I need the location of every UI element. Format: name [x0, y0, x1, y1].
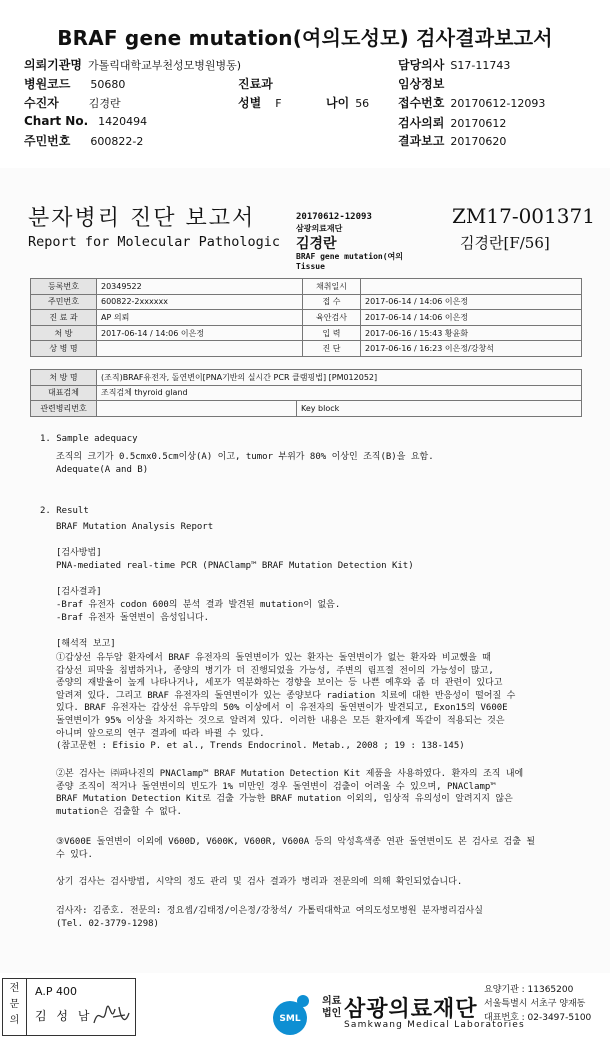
- header-sex: 성별 F: [238, 96, 282, 110]
- table-row: 처 방 명 (조직)BRAF유전자, 돌연변이[PNA기반의 실시간 PCR 클램핑법] [PM012052]: [31, 370, 582, 386]
- zm-number: ZM17-001371: [452, 204, 595, 228]
- label-test: BRAF gene mutation(여의 Tissue: [296, 252, 403, 271]
- result-heading: [검사결과]: [56, 587, 102, 597]
- lab-telephone: (Tel. 02-3779-1298): [56, 919, 159, 929]
- label-patient-name: 김경란: [296, 236, 337, 252]
- interpretation-heading: [해석적 보고]: [56, 639, 116, 649]
- header-resident-no: 주민번호 600822-2: [24, 134, 144, 148]
- section-1-title: 1. Sample adequacy: [40, 434, 138, 444]
- order-table: [30, 369, 582, 417]
- method-heading: [검사방법]: [56, 548, 102, 558]
- header-doctor: 담당의사 S17-11743: [398, 58, 511, 72]
- header-row-1: 의뢰기관명 가톨릭대학교부천성모병원병동): [24, 58, 242, 72]
- method-text: PNA-mediated real-time PCR (PNAClamp™ BRAF Mutation Detection Kit): [56, 561, 414, 571]
- interpretation-paragraph-1: ①갑상선 유두암 환자에서 BRAF 유전자의 돌연변이가 있는 환자는 돌연변이가 없는 환자와 비교했을 때 갑상선 피막을 침범하거나, 종양의 병기가 더 진행되었을 가능성, 주변의 림프절 전이의 가능성이 많고, 종양의 재발율이 높게 나타나거나, 세포가 역분화하는 경향을 보이는 등 나쁜 예후와 좀 더 관련이 있다고 알려져 있다. 그리고 BRAF 유전자의 돌연변이가 있는 종양보다 radiation 치료에 대한 반응성이 떨어질 수 있다. BRAF 유전자는 갑상선 유두암의 50% 이상에서 이 유전자의 돌연변이가 발견되고, Exon15의 V600E 돌연변이가 95% 이상을 차지하는 것으로 알려져 있다. 이러한 내용은 모든 환자에게 똑같이 적용되는 것은 아니며 앞으로의 연구 결과에 따라 바뀔 수 있다. (참고문헌 : Efisio P. et al., Trends Endocrinol. Metab., 2008 ; 19 : 138-145): [56, 653, 516, 752]
- table-row: 관련병리번호 Key block: [31, 401, 582, 417]
- section-1-line-2: Adequate(A and B): [56, 465, 149, 475]
- header-clinical-info: 임상정보: [398, 77, 445, 91]
- label-accession: 20170612-12093: [296, 212, 372, 222]
- lab-code: 요양기관 : 11365200: [484, 985, 574, 995]
- lab-name: 삼광의료재단: [344, 997, 478, 1022]
- result-line-1: -Braf 유전자 codon 600의 분석 결과 발견된 mutation이 없음.: [56, 600, 341, 610]
- lab-name-english: Samkwang Medical Laboratories: [344, 1020, 525, 1030]
- table-row: 주민번호 600822-2xxxxxx 접 수 2017-06-14 / 14:06 이은정: [31, 294, 582, 310]
- header-request-date: 검사의뢰 20170612: [398, 116, 507, 130]
- header-hospital-code: 병원코드 50680: [24, 77, 126, 91]
- document-title: BRAF gene mutation(여의도성모) 검사결과보고서: [57, 26, 553, 50]
- table-row: 상 병 명 진 단 2017-06-16 / 16:23 이은정/강창석: [31, 341, 582, 357]
- doctor-name: 김 성 남: [35, 1009, 93, 1023]
- lab-address: 서울특별시 서초구 양재동: [484, 999, 586, 1009]
- table-row: 처 방 2017-06-14 / 14:06 이은정 입 력 2017-06-16 / 15:43 황윤화: [31, 325, 582, 341]
- section-2-title: 2. Result: [40, 506, 89, 516]
- section-1-line-1: 조직의 크기가 0.5cmx0.5cm이상(A) 이고, tumor 부위가 80% 이상인 조직(B)을 요함.: [56, 452, 434, 462]
- lab-prefix: 의료 법인: [322, 996, 342, 1019]
- table-row: 등록번호 20349522 채취일시: [31, 279, 582, 295]
- table-row: 진 료 과 AP 의뢰 육안검사 2017-06-14 / 14:06 이은정: [31, 310, 582, 326]
- header-age: 나이 56: [326, 96, 370, 110]
- section-2-subtitle: BRAF Mutation Analysis Report: [56, 522, 214, 532]
- closing-statement: 상기 검사는 검사방법, 시약의 정도 관리 및 검사 결과가 병리과 전문의에 의해 확인되었습니다.: [56, 877, 463, 887]
- pathologist-stamp: [2, 978, 136, 1036]
- report-title-korean: 분자병리 진단 보고서: [28, 206, 256, 231]
- report-title-english: Report for Molecular Pathologic: [28, 234, 280, 250]
- header-report-date: 결과보고 20170620: [398, 134, 507, 148]
- interpretation-paragraph-2: ②본 검사는 ㈜파나진의 PNAClamp™ BRAF Mutation Detection Kit 제품을 사용하였다. 환자의 조직 내에 종양 조직이 적거나 돌연변이의 빈도가 1% 미만인 경우 돌연변이 검출이 어려울 수 있으며, PNAClamp™ BRAF Mutation Detection Kit로 검출 가능한 BRAF mutation 이외의, 임상적 유의성이 알려지지 않은 mutation은 검출할 수 없다.: [56, 769, 524, 817]
- patient-tag: 김경란[F/56]: [460, 234, 550, 252]
- info-table: [30, 278, 582, 357]
- header-chart-no: Chart No. 1420494: [24, 114, 148, 128]
- pathologist-label: 전문의: [3, 979, 27, 1035]
- table-row: 대표검체 조직검체 thyroid gland: [31, 385, 582, 401]
- result-line-2: -Braf 유전자 돌연변이 음성입니다.: [56, 613, 210, 623]
- ap-number: A.P 400: [35, 985, 77, 998]
- sml-logo-icon: [266, 992, 320, 1036]
- examiners: 검사자: 김종호. 전문의: 정요셉/김태정/이은정/강창석/ 가톨릭대학교 여의도성모병원 분자병리검사실: [56, 906, 483, 916]
- header-accession: 접수번호 20170612-12093: [398, 96, 546, 110]
- signature-icon: [91, 1001, 133, 1031]
- header-department: 진료과: [238, 77, 273, 91]
- header-patient: 수진자 김경란: [24, 96, 121, 110]
- label-org: 삼광의료재단: [296, 224, 343, 233]
- lab-phone: 대표번호 : 02-3497-5100: [484, 1013, 592, 1023]
- interpretation-paragraph-3: ③V600E 돌연변이 이외에 V600D, V600K, V600R, V600A 등의 악성흑색종 연관 돌연변이도 본 검사로 검출 될 수 있다.: [56, 837, 536, 860]
- sml-logo-text: SML: [279, 1014, 301, 1024]
